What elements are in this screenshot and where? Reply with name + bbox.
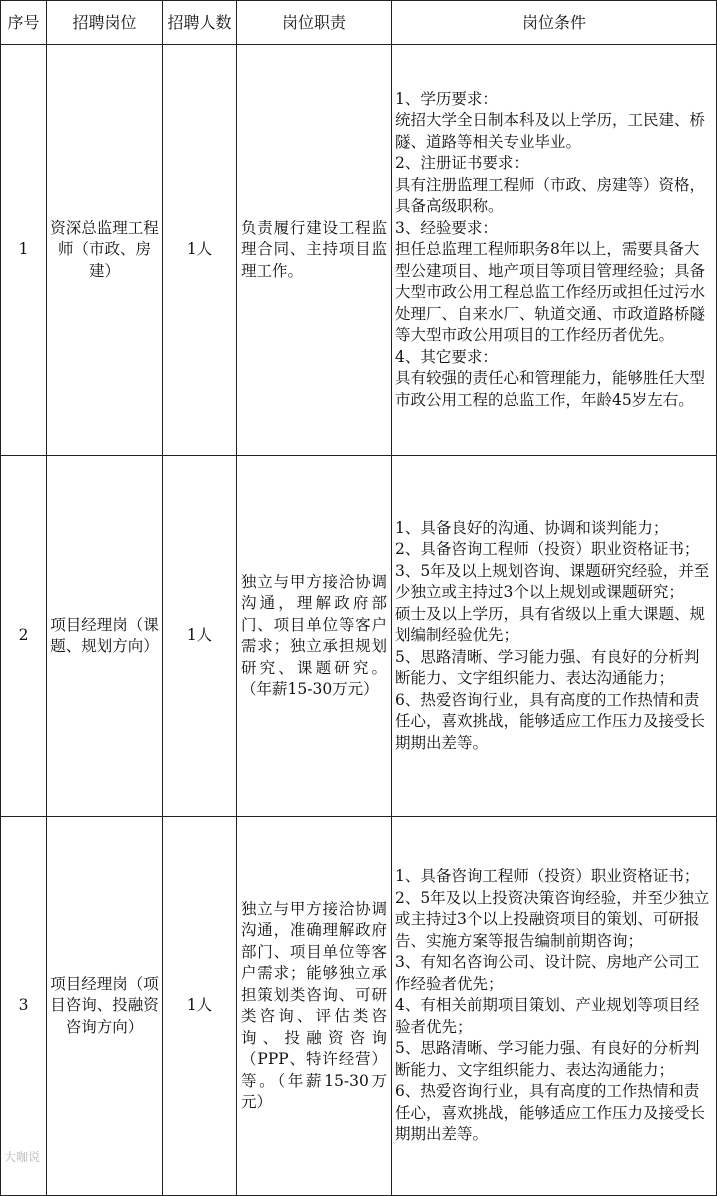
requirement-line: 3、5年及以上规划咨询、课题研究经验，并至少独立或主持过3个以上规划或课题研究； <box>395 561 710 602</box>
row-index: 1 <box>1 45 47 456</box>
requirement-line: 统招大学全日制本科及以上学历，工民建、桥隧、道路等相关专业毕业。 <box>395 111 706 151</box>
requirement-line: 6、热爱咨询行业，具有高度的工作热情和责任心，喜欢挑战，能够适应工作压力及接受长期期出差等。 <box>395 1082 706 1144</box>
row-index: 3 <box>1 817 47 1196</box>
watermark: 大咖说 <box>4 1150 41 1164</box>
table-row <box>1 817 717 1196</box>
requirement-line: 5、思路清晰、学习能力强、有良好的分析判断能力、文字组织能力、表达沟通能力； <box>395 647 700 688</box>
header-requirements: 岗位条件 <box>392 1 717 45</box>
row-duty: 独立与甲方接洽协调沟通，理解政府部门、项目单位等客户需求；独立承担规划研究、课题研究。（年薪15-30万元） <box>237 456 392 817</box>
requirement-line: 3、有知名咨询公司、设计院、房地产公司工作经验者优先； <box>395 953 700 993</box>
requirement-line: 4、其它要求： <box>395 347 498 366</box>
requirement-line: 1、具备咨询工程师（投资）职业资格证书； <box>395 867 700 886</box>
row-count: 1人 <box>163 45 237 456</box>
row-requirements <box>392 456 717 817</box>
header-duty: 岗位职责 <box>237 1 392 45</box>
table-row <box>1 45 717 456</box>
row-position: 项目经理岗（课题、规划方向） <box>47 456 163 817</box>
row-index: 2 <box>1 456 47 817</box>
row-position: 项目经理岗（项目咨询、投融资咨询方向） <box>47 817 163 1196</box>
row-requirements <box>392 817 717 1196</box>
row-count: 1人 <box>163 456 237 817</box>
table-row <box>1 456 717 817</box>
requirement-line: 3、经验要求： <box>395 218 498 237</box>
row-duty: 独立与甲方接洽协调沟通，准确理解政府部门、项目单位等客户需求；能够独立承担策划类咨询、可研类咨询、评估类咨询、投融资咨询（PPP、特许经营）等。（年薪15-30万元） <box>237 817 392 1196</box>
header-index: 序号 <box>1 1 47 45</box>
header-row <box>1 1 717 45</box>
row-duty: 负责履行建设工程监理合同、主持项目监理工作。 <box>237 45 392 456</box>
header-position: 招聘岗位 <box>47 1 163 45</box>
row-position: 资深总监理工程师（市政、房建） <box>47 45 163 456</box>
requirement-line: 5、思路清晰、学习能力强、有良好的分析判断能力、文字组织能力、表达沟通能力； <box>395 1039 700 1079</box>
requirement-line: 4、有相关前期项目策划、产业规划等项目经验者优先； <box>395 996 700 1036</box>
row-requirements <box>392 45 717 456</box>
requirement-line: 1、具备良好的沟通、协调和谈判能力； <box>395 518 669 537</box>
requirement-line: 6、热爱咨询行业，具有高度的工作热情和责任心，喜欢挑战，能够适应工作压力及接受长期期出差等。 <box>395 690 706 752</box>
requirement-line: 2、5年及以上投资决策咨询经验，并至少独立或主持过3个以上投融资项目的策划、可研报告、实施方案等报告编制前期咨询； <box>395 888 710 950</box>
requirement-line: 具有注册监理工程师（市政、房建等）资格，具备高级职称。 <box>395 175 706 216</box>
requirement-line: 担任总监理工程师职务8年以上，需要具备大型公建项目、地产项目等项目管理经验；具备大型市政公用工程总监工作经历或担任过污水处理厂、自来水厂、轨道交通、市政道路桥隧等大型市政公用项目的工作经历者优先。 <box>395 240 706 345</box>
requirement-line: 1、学历要求： <box>395 89 498 108</box>
requirement-line: 2、注册证书要求： <box>395 154 529 173</box>
requirement-line: 2、具备咨询工程师（投资）职业资格证书； <box>395 540 700 559</box>
header-count: 招聘人数 <box>163 1 237 45</box>
row-count: 1人 <box>163 817 237 1196</box>
requirement-line: 硕士及以上学历，具有省级以上重大课题、规划编制经验优先； <box>395 604 706 645</box>
requirement-line: 具有较强的责任心和管理能力，能够胜任大型市政公用工程的总监工作，年龄45岁左右。 <box>395 369 706 409</box>
